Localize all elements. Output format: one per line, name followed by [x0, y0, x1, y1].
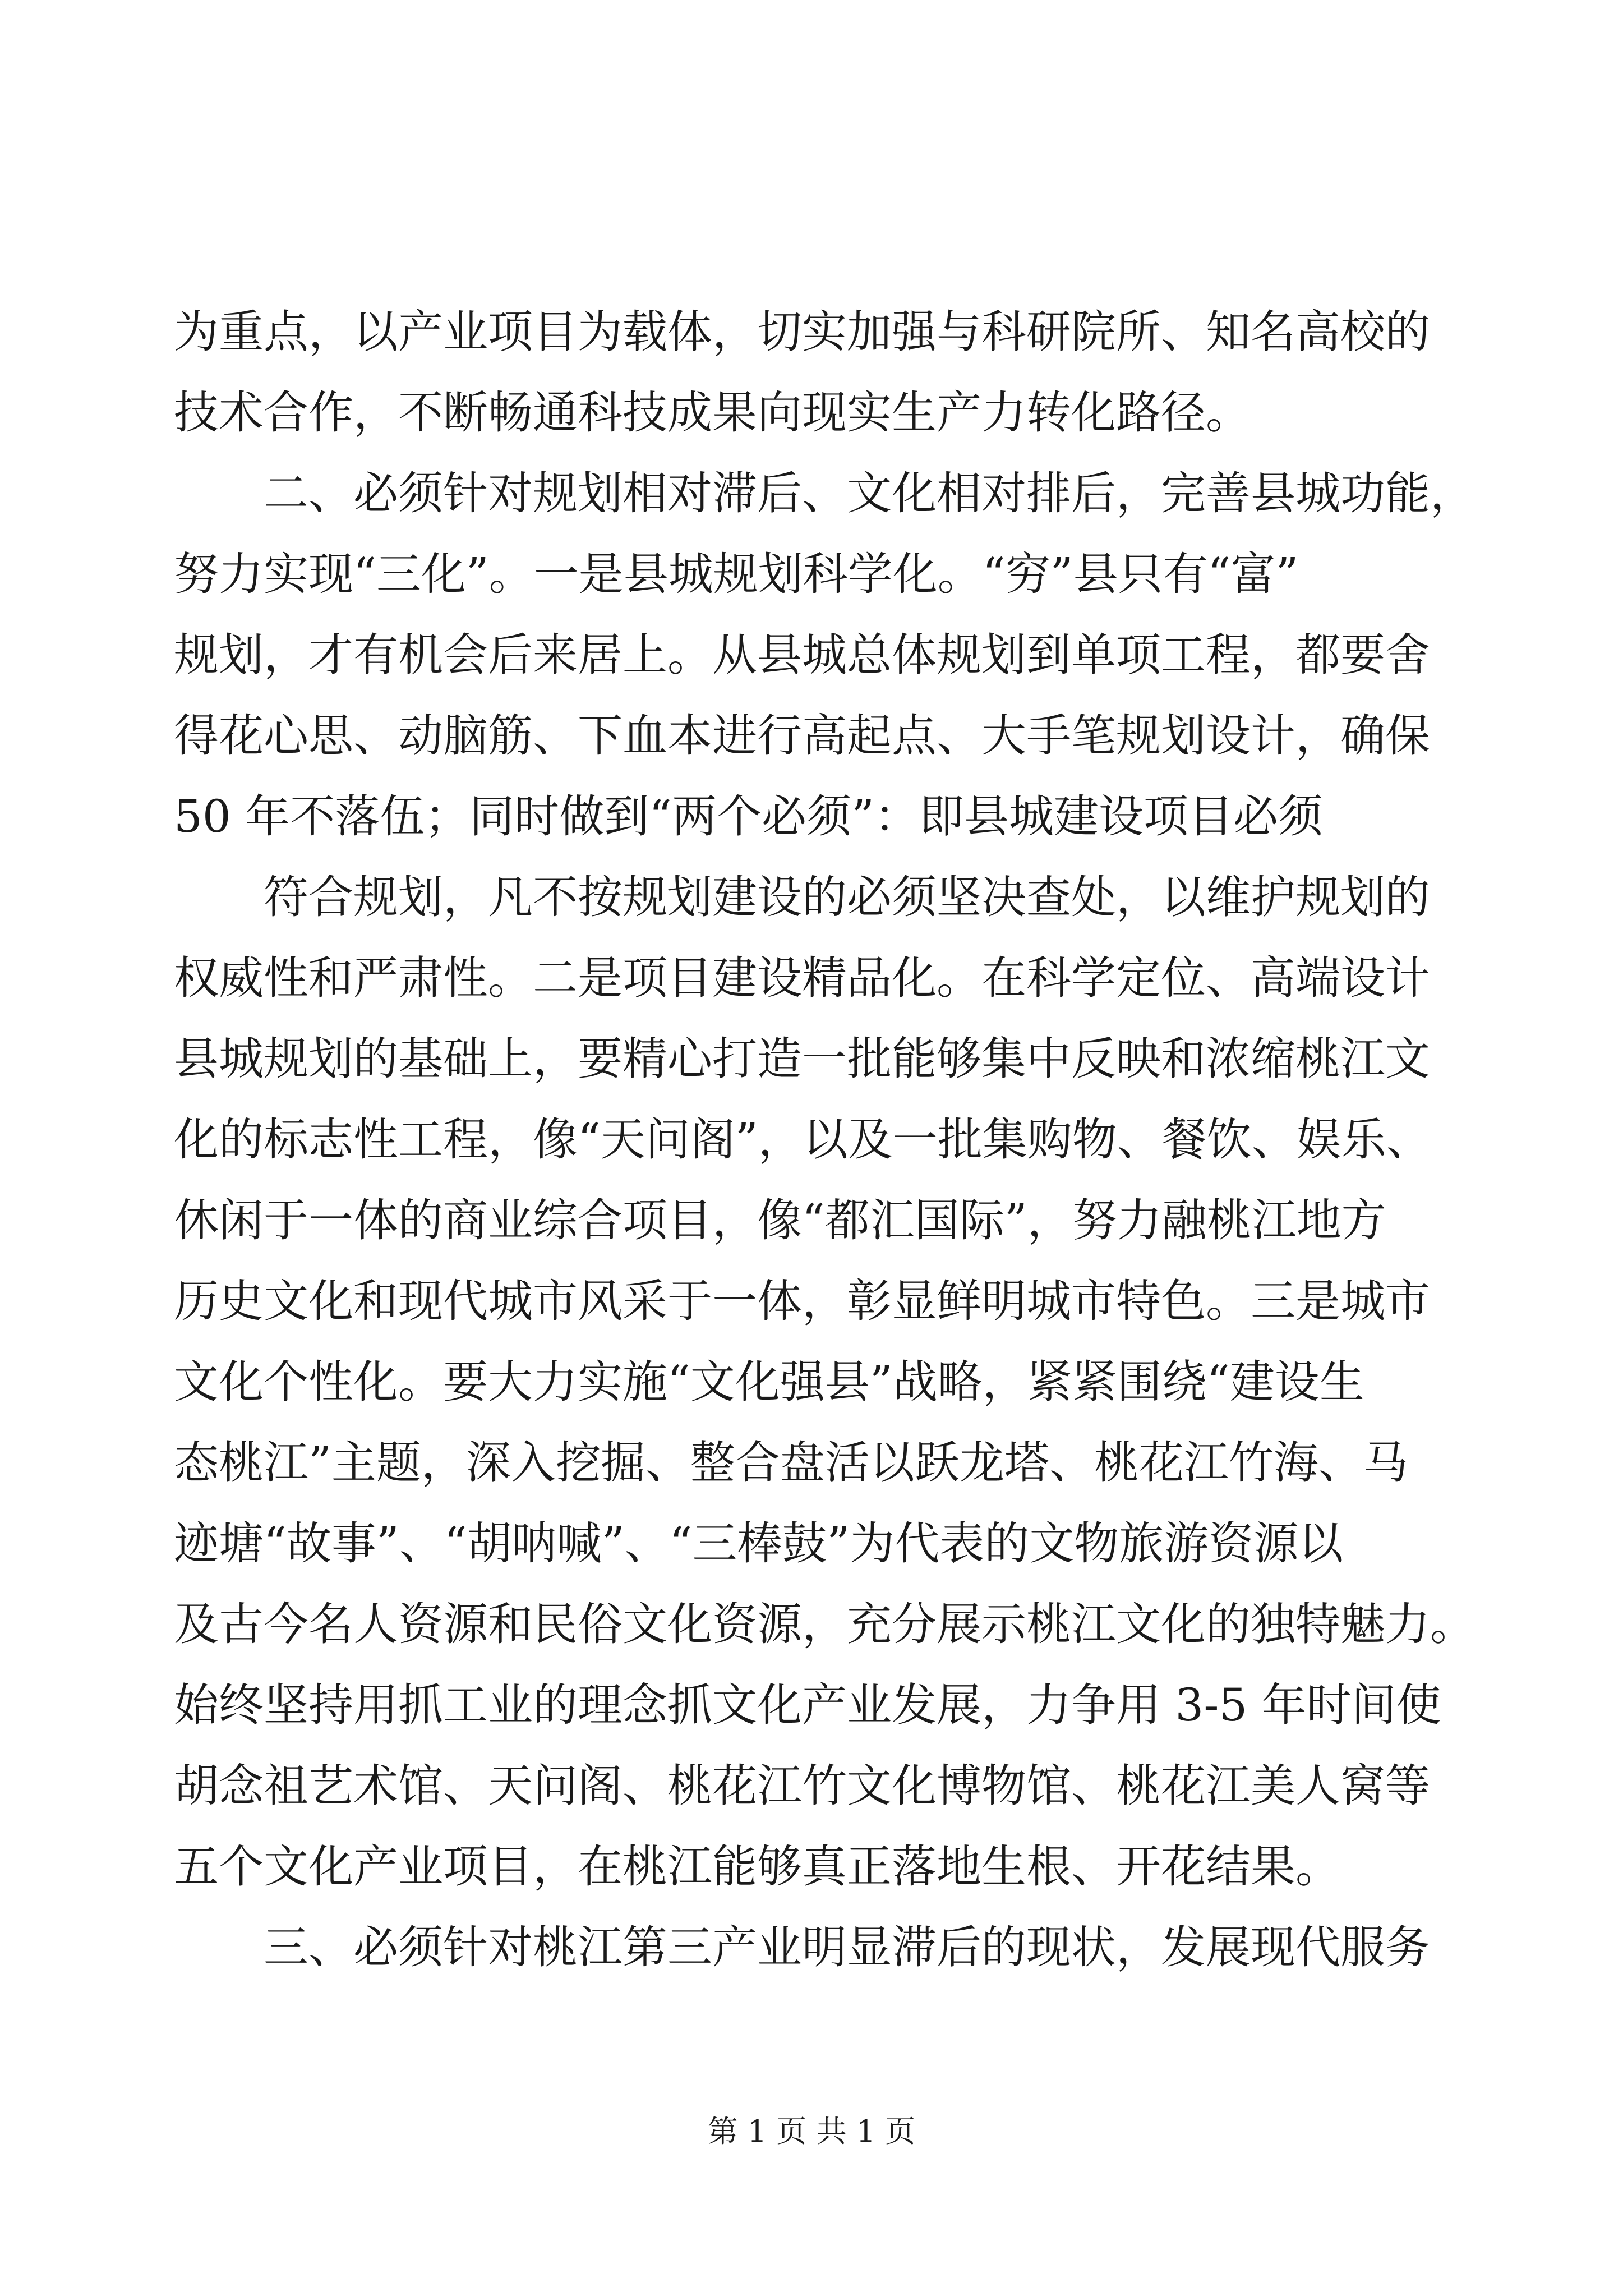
page-footer [0, 2112, 1623, 2151]
document-body [174, 292, 1475, 1988]
page-number-label: 第 1 页 共 1 页 [707, 2114, 916, 2149]
text-line: 二、必须针对规划相对滞后、文化相对排后，完善县城功能， [174, 467, 1475, 519]
text-line: 三、必须针对桃江第三产业明显滞后的现状，发展现代服务 [174, 1921, 1430, 1973]
text-line: 50 年不落伍；同时做到“两个必须”：即县城建设项目必须 [174, 790, 1324, 843]
text-line: 为重点，以产业项目为载体，切实加强与科研院所、知名高校的 [174, 306, 1430, 358]
text-line: 迹塘“故事”、“胡呐喊”、“三棒鼓”为代表的文物旅游资源以 [174, 1517, 1344, 1570]
text-line: 规划，才有机会后来居上。从县城总体规划到单项工程，都要舍 [174, 629, 1430, 681]
text-line: 始终坚持用抓工业的理念抓文化产业发展，力争用 3-5 年时间使 [174, 1679, 1441, 1731]
text-line: 化的标志性工程，像“天问阁”，以及一批集购物、餐饮、娱乐、 [174, 1114, 1431, 1166]
text-line: 胡念祖艺术馆、天问阁、桃花江竹文化博物馆、桃花江美人窝等 [174, 1760, 1430, 1812]
text-line: 休闲于一体的商业综合项目，像“都汇国际”，努力融桃江地方 [174, 1194, 1386, 1246]
text-line: 态桃江”主题，深入挖掘、整合盘活以跃龙塔、桃花江竹海、马 [174, 1437, 1408, 1489]
text-line: 县城规划的基础上，要精心打造一批能够集中反映和浓缩桃江文 [174, 1033, 1430, 1085]
text-line: 得花心思、动脑筋、下血本进行高起点、大手笔规划设计，确保 [174, 710, 1430, 762]
text-line: 努力实现“三化”。一是县城规划科学化。“穷”县只有“富” [174, 548, 1299, 600]
text-line: 五个文化产业项目，在桃江能够真正落地生根、开花结果。 [174, 1841, 1340, 1893]
text-line: 文化个性化。要大力实施“文化强县”战略，紧紧围绕“建设生 [174, 1356, 1364, 1408]
text-line: 历史文化和现代城市风采于一体，彰显鲜明城市特色。三是城市 [174, 1275, 1430, 1327]
text-line: 技术合作，不断畅通科技成果向现实生产力转化路径。 [174, 386, 1251, 439]
text-line: 符合规划，凡不按规划建设的必须坚决查处，以维护规划的 [174, 871, 1430, 923]
text-line: 权威性和严肃性。二是项目建设精品化。在科学定位、高端设计 [174, 952, 1430, 1004]
text-line: 及古今名人资源和民俗文化资源，充分展示桃江文化的独特魅力。 [174, 1598, 1475, 1650]
